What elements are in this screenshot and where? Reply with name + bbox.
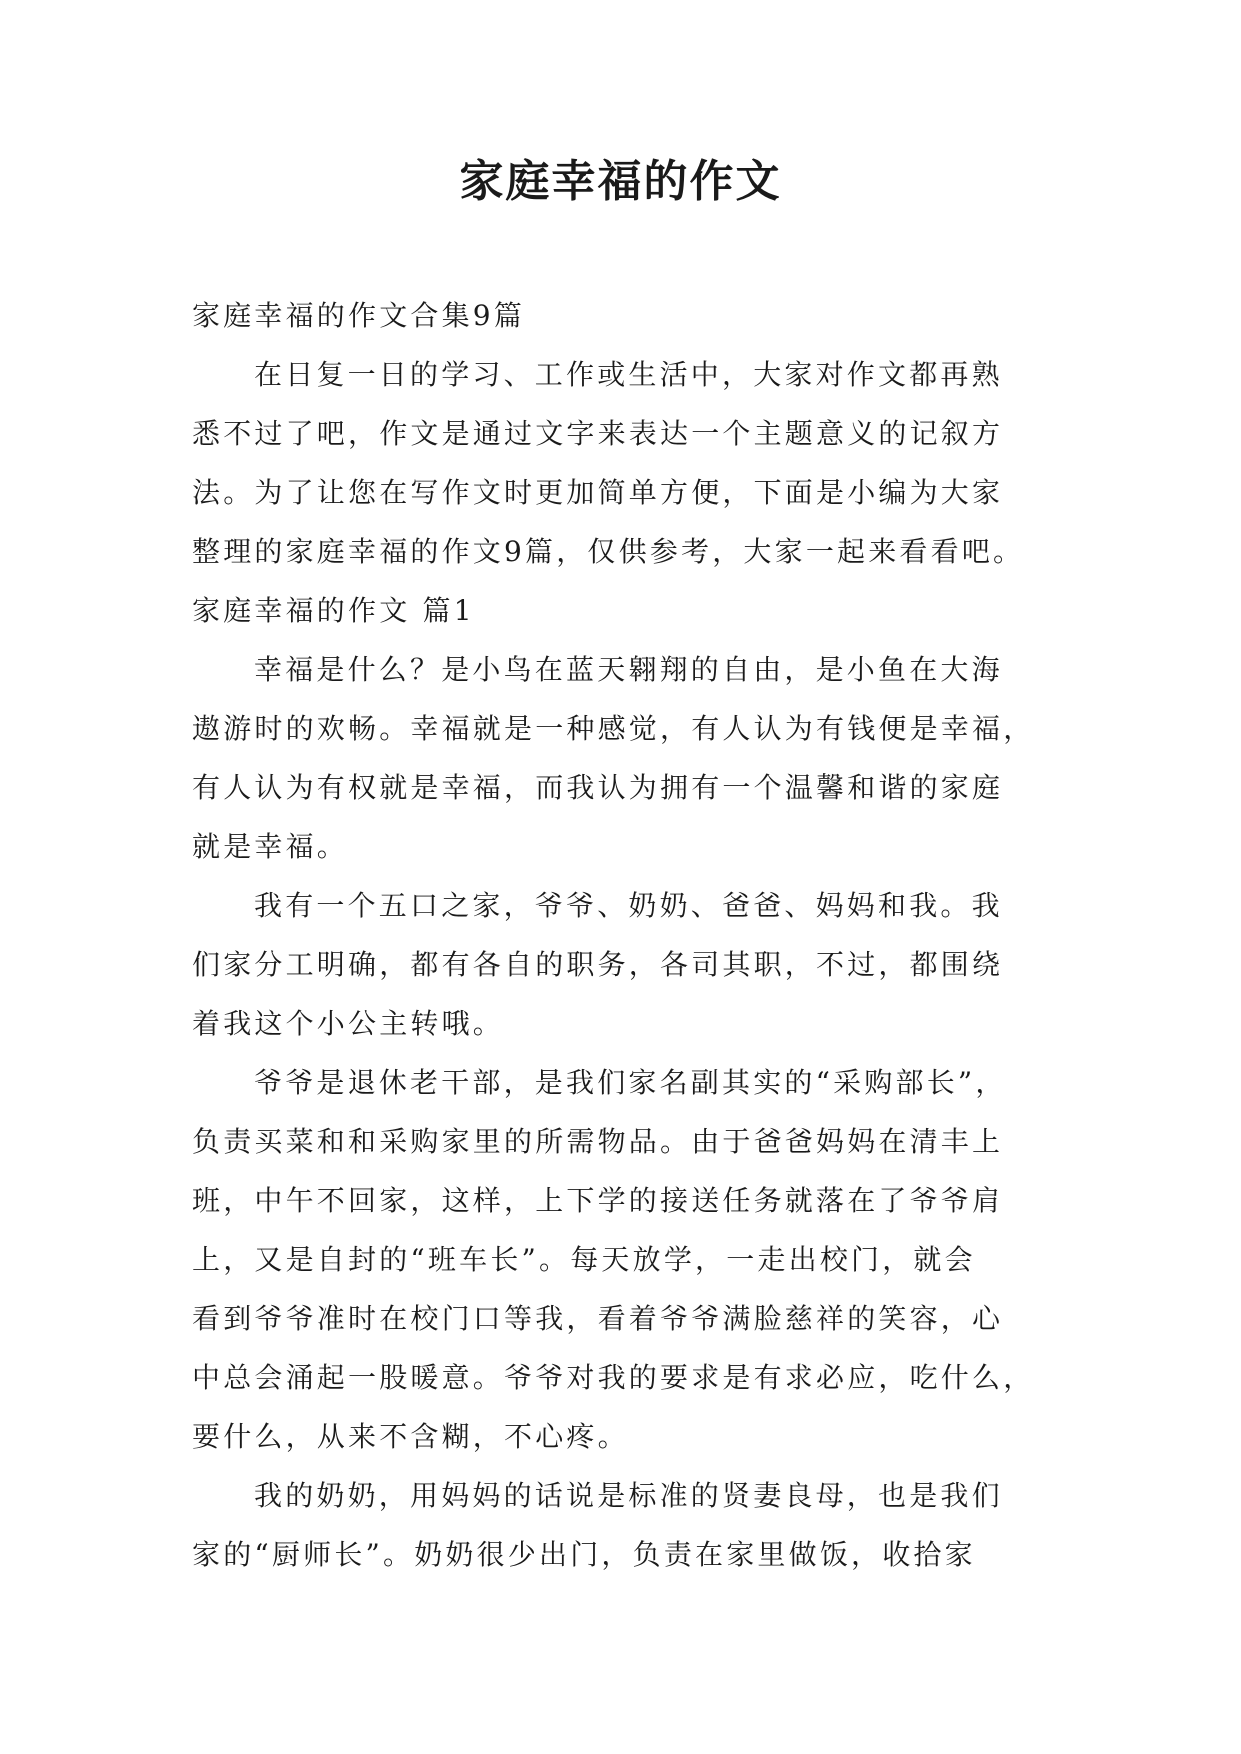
paragraph-line: 幸福是什么？是小鸟在蓝天翱翔的自由，是小鱼在大海: [254, 653, 1003, 686]
intro-line: 法。为了让您在写作文时更加简单方便，下面是小编为大家: [192, 476, 1004, 509]
paragraph-line: 家的“厨师长”。奶奶很少出门，负责在家里做饭，收拾家: [192, 1538, 976, 1571]
paragraph-line: 就是幸福。: [192, 830, 349, 863]
section-heading: 家庭幸福的作文 篇1: [192, 594, 475, 627]
intro-line: 在日复一日的学习、工作或生活中，大家对作文都再熟: [254, 358, 1003, 391]
paragraph-line: 中总会涌起一股暖意。爷爷对我的要求是有求必应，吃什么，: [192, 1361, 1035, 1394]
paragraph-line: 班，中午不回家，这样，上下学的接送任务就落在了爷爷肩: [192, 1184, 1004, 1217]
paragraph-line: 着我这个小公主转哦。: [192, 1007, 505, 1040]
paragraph-line: 我的奶奶，用妈妈的话说是标准的贤妻良母，也是我们: [254, 1479, 1003, 1512]
paragraph-line: 负责买菜和和采购家里的所需物品。由于爸爸妈妈在清丰上: [192, 1125, 1004, 1158]
document-body: [192, 286, 1060, 1584]
paragraph-line: 上，又是自封的“班车长”。每天放学，一走出校门，就会: [192, 1243, 976, 1276]
paragraph-line: 们家分工明确，都有各自的职务，各司其职，不过，都围绕: [192, 948, 1004, 981]
paragraph-line: 要什么，从来不含糊，不心疼。: [192, 1420, 629, 1453]
paragraph-line: 看到爷爷准时在校门口等我，看着爷爷满脸慈祥的笑容，心: [192, 1302, 1004, 1335]
paragraph-line: 我有一个五口之家，爷爷、奶奶、爸爸、妈妈和我。我: [254, 889, 1003, 922]
intro-line: 整理的家庭幸福的作文9篇，仅供参考，大家一起来看看吧。: [192, 535, 1025, 568]
intro-line: 悉不过了吧，作文是通过文字来表达一个主题意义的记叙方: [192, 417, 1004, 450]
paragraph-line: 有人认为有权就是幸福，而我认为拥有一个温馨和谐的家庭: [192, 771, 1004, 804]
paragraph-line: 爷爷是退休老干部，是我们家名副其实的“采购部长”，: [254, 1066, 1007, 1099]
document-subtitle: 家庭幸福的作文合集9篇: [192, 299, 526, 332]
paragraph-line: 遨游时的欢畅。幸福就是一种感觉，有人认为有钱便是幸福，: [192, 712, 1035, 745]
document-title: 家庭幸福的作文: [459, 156, 782, 207]
